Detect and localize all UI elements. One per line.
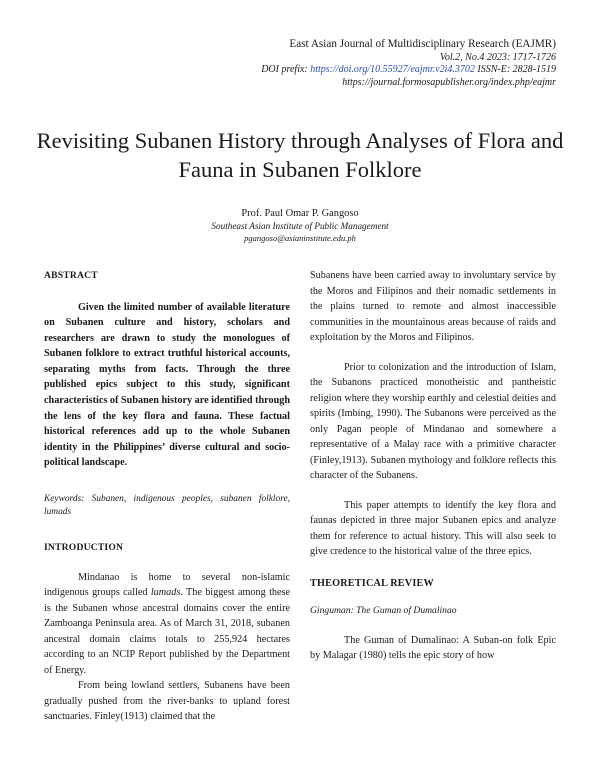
right-column (310, 268, 556, 664)
abstract-body: Given the limited number of available literature on Subanen culture and history, scholars and researchers are drawn to study the monologues of Subanen folklore to extract truthful historical accounts, separating myths from facts. Through the three published epics subject to this study, significant characteristics of Subanen history are identified through the lens of the key flora and fauna. These factual historical references add up to the whole Subanen identity in the Philippines’ diverse cultural and socio-political landscape. (44, 301, 290, 469)
paper-title: Revisiting Subanen History through Analyses of Flora and Fauna in Subanen Folklore (36, 128, 564, 182)
doi-link[interactable]: https://doi.org/10.55927/eajmr.v2i4.3702 (310, 64, 475, 75)
journal-volume: Vol.2, No.4 2023: 1717-1726 (439, 52, 556, 63)
author-email: pgangoso@asianinstitute.edu.ph (244, 233, 356, 243)
author-institution: Southeast Asian Institute of Public Management (211, 221, 389, 231)
colonization-paragraph: Prior to colonization and the introduction of Islam, the Subanons practiced monotheistic and pantheistic religion where they worship earthly and celestial deities and spirits (Imbing, 1990). The Subanons were perceived as the only Pagan people of Mindanao and somewhere a representative of a Malay race with a primitive character (Finley,1913). Subanen mythology and folklore reflects this character of the Subanens. (310, 361, 556, 481)
continued-paragraph: Subanens have been carried away to involuntary service by the Moros and Filipinos and their nomadic settlements in the plains turned to remote and almost inaccessible communities in the mountainous areas because of raids and exploitation by the Moros and Filipinos. (310, 270, 556, 343)
doi-prefix-label: DOI prefix: (261, 64, 308, 75)
intro-text-b: . The biggest among these is the Subanen whose ancestral domains cover the entire Zamboanga Peninsula area. As of March 31, 2018, subanen ancestral domain claims totals to 255,924 hectares according to an NCIP Report published by the Department of Energy. (44, 587, 290, 676)
issn: ISSN-E: 2828-1519 (477, 64, 556, 75)
theoretical-review-paragraph: The Guman of Dumalinao: A Suban-on folk Epic by Malagar (1980) tells the epic story of how (310, 634, 556, 661)
aim-paragraph: This paper attempts to identify the key flora and faunas depicted in three major Subanen epics and analyze them for reference to actual history. This will also seek to give credence to the historical value of the three epics. (310, 499, 556, 557)
intro-text-a: Mindanao is home to several non-islamic indigenous groups called (44, 571, 290, 599)
journal-title: East Asian Journal of Multidisciplinary Research (EAJMR) (289, 38, 556, 50)
theoretical-review-heading: THEORETICAL REVIEW (310, 577, 434, 589)
introduction-paragraph-2: From being lowland settlers, Subanens have been gradually pushed from the river-banks to upland forest sanctuaries. Finley(1913) claimed that the (44, 680, 290, 723)
journal-url: https://journal.formosapublisher.org/index.php/eajmr (342, 77, 556, 88)
doi-line (261, 65, 556, 75)
introduction-paragraph-1 (44, 570, 290, 679)
author-name: Prof. Paul Omar P. Gangoso (241, 208, 359, 219)
introduction-heading: INTRODUCTION (44, 542, 124, 554)
left-column (44, 268, 290, 725)
ginguman-subheading: Ginguman: The Guman of Dumalinao (310, 605, 457, 616)
intro-text-lumads: lumads (150, 587, 181, 599)
abstract-heading: ABSTRACT (44, 270, 98, 281)
keywords: Keywords: Subanen, indigenous peoples, subanen folklore, lumads (44, 494, 290, 517)
